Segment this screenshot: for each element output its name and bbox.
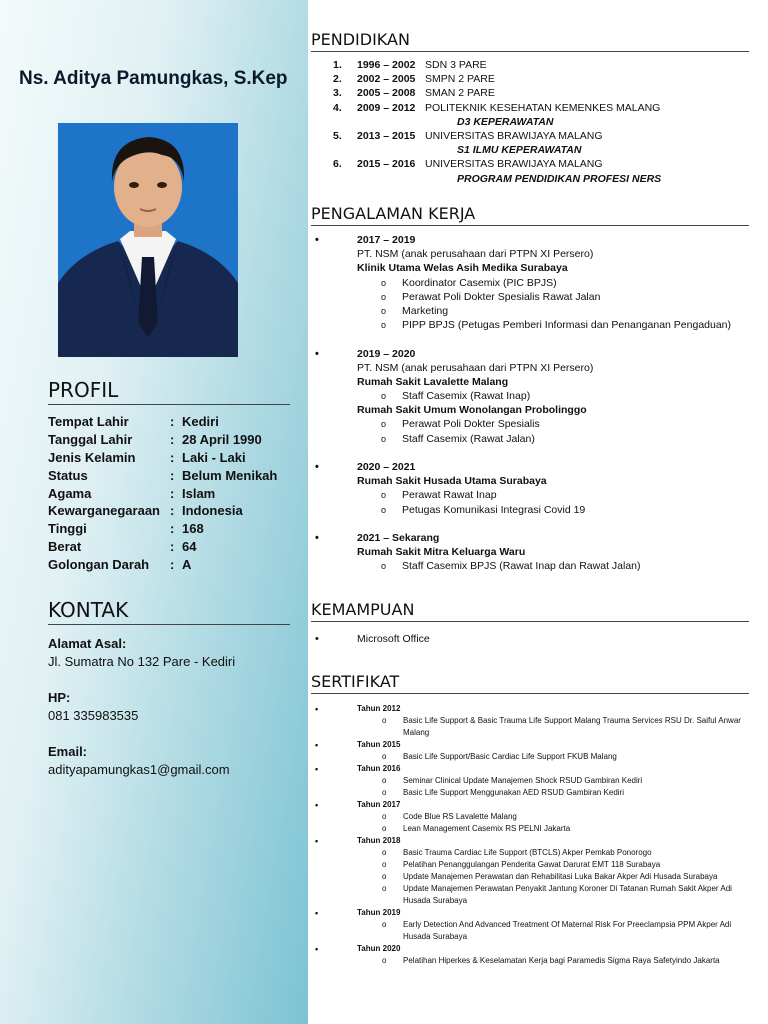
- profil-value: Belum Menikah: [182, 467, 278, 483]
- cert-item: o Basic Life Support/Basic Cardiac Life Support FKUB Malang: [337, 751, 757, 763]
- item-degree: S1 ILMU KEPERAWATAN: [457, 144, 582, 157]
- period: • 2021 – Sekarang: [337, 531, 757, 545]
- profil-row: [48, 502, 303, 520]
- colon: :: [170, 521, 175, 537]
- list-item: [333, 129, 753, 143]
- item-degree: D3 KEPERAWATAN: [457, 115, 554, 128]
- cert-item: o Lean Management Casemix RS PELNI Jakarta: [337, 823, 757, 835]
- email-label: Email:: [48, 744, 88, 759]
- profil-key: Tempat Lahir: [48, 414, 129, 430]
- cert-year: • Tahun 2018: [337, 835, 757, 847]
- cert-item: o Basic Life Support Menggunakan AED RSUD Gambiran Kediri: [337, 787, 757, 799]
- workplace: Rumah Sakit Lavalette Malang: [357, 375, 509, 388]
- profil-value: 28 April 1990: [182, 432, 262, 448]
- sidebar: [0, 0, 308, 1024]
- pengalaman-list: [337, 233, 757, 574]
- item-number: 4.: [333, 101, 342, 114]
- period: • 2020 – 2021: [337, 460, 757, 474]
- item-school: SMAN 2 PARE: [425, 87, 495, 100]
- period: • 2019 – 2020: [337, 347, 757, 361]
- hp-label: HP:: [48, 690, 71, 705]
- profil-value: A: [182, 556, 192, 572]
- item-number: 1.: [333, 59, 342, 72]
- kemampuan-list: [337, 632, 757, 646]
- sertifikat-heading: SERTIFIKAT: [311, 672, 749, 694]
- cert-item: o Seminar Clinical Update Manajemen Shock RSUD Gambiran Kediri: [337, 775, 757, 787]
- profil-row: [48, 431, 303, 449]
- pengalaman-heading: PENGALAMAN KERJA: [311, 204, 749, 226]
- profil-list: [48, 413, 303, 573]
- kontak-block: [48, 635, 303, 779]
- company: PT. NSM (anak perusahaan dari PTPN XI Persero): [357, 248, 594, 261]
- role: o Staff Casemix BPJS (Rawat Inap dan Rawat Jalan): [337, 559, 757, 573]
- colon: :: [170, 414, 175, 430]
- profile-photo: [58, 123, 238, 357]
- colon: :: [170, 432, 175, 448]
- role: o Perawat Rawat Inap: [337, 488, 757, 502]
- colon: :: [170, 449, 175, 465]
- skill-item: • Microsoft Office: [337, 632, 757, 646]
- list-item: [333, 101, 753, 115]
- item-number: 6.: [333, 158, 342, 171]
- person-name: Ns. Aditya Pamungkas, S.Kep: [19, 68, 288, 89]
- email-value: adityapamungkas1@gmail.com: [48, 762, 230, 777]
- profil-key: Agama: [48, 485, 92, 501]
- list-item: [333, 157, 753, 171]
- profil-value: 64: [182, 538, 197, 554]
- item-number: 3.: [333, 87, 342, 100]
- list-item: [333, 86, 753, 100]
- profil-value: Laki - Laki: [182, 449, 246, 465]
- workplace: Klinik Utama Welas Asih Medika Surabaya: [357, 262, 568, 275]
- list-item: [333, 58, 753, 72]
- profil-row: [48, 413, 303, 431]
- profil-row: [48, 520, 303, 538]
- item-school: UNIVERSITAS BRAWIJAYA MALANG: [425, 130, 603, 143]
- role: o Perawat Poli Dokter Spesialis Rawat Jalan: [337, 290, 757, 304]
- item-degree: PROGRAM PENDIDIKAN PROFESI NERS: [457, 172, 662, 185]
- kemampuan-heading: KEMAMPUAN: [311, 600, 749, 622]
- item-school: UNIVERSITAS BRAWIJAYA MALANG: [425, 158, 603, 171]
- cert-item: o Update Manajemen Perawatan dan Rehabilitasi Luka Bakar Akper Adi Husada Surabaya: [337, 871, 757, 883]
- item-year: 2013 – 2015: [357, 130, 416, 143]
- profil-key: Jenis Kelamin: [48, 449, 136, 465]
- workplace: Rumah Sakit Husada Utama Surabaya: [357, 475, 547, 488]
- item-school: SMPN 2 PARE: [425, 73, 495, 86]
- list-item: [333, 72, 753, 86]
- profil-key: Golongan Darah: [48, 556, 150, 572]
- role: o Petugas Komunikasi Integrasi Covid 19: [337, 503, 757, 517]
- profil-key: Kewarganegaraan: [48, 503, 160, 519]
- pendidikan-list: [333, 58, 753, 186]
- profil-row: [48, 449, 303, 467]
- profil-key: Status: [48, 467, 88, 483]
- workplace: Rumah Sakit Mitra Keluarga Waru: [357, 546, 526, 559]
- workplace: Rumah Sakit Umum Wonolangan Probolinggo: [357, 404, 587, 417]
- role: o Perawat Poli Dokter Spesialis: [337, 417, 757, 431]
- cert-item: o Pelatihan Penanggulangan Penderita Gawat Darurat EMT 118 Surabaya: [337, 859, 757, 871]
- role: o Marketing: [337, 304, 757, 318]
- profil-row: [48, 484, 303, 502]
- profil-row: [48, 555, 303, 573]
- item-school: SDN 3 PARE: [425, 59, 487, 72]
- alamat-value: Jl. Sumatra No 132 Pare - Kediri: [48, 654, 236, 669]
- profil-row: [48, 538, 303, 556]
- cert-item: o Pelatihan Hiperkes & Keselamatan Kerja bagi Paramedis Sigma Raya Safetyindo Jakarta: [337, 955, 757, 967]
- item-year: 2002 – 2005: [357, 73, 416, 86]
- profil-row: [48, 466, 303, 484]
- colon: :: [170, 556, 175, 572]
- colon: :: [170, 538, 175, 554]
- profil-heading: PROFIL: [48, 378, 290, 405]
- colon: :: [170, 467, 175, 483]
- pendidikan-heading: PENDIDIKAN: [311, 30, 749, 52]
- role: o PIPP BPJS (Petugas Pemberi Informasi dan Penanganan Pengaduan): [337, 318, 757, 332]
- cert-year: • Tahun 2019: [337, 907, 757, 919]
- alamat-label: Alamat Asal:: [48, 636, 127, 651]
- profil-key: Berat: [48, 538, 82, 554]
- kontak-heading: KONTAK: [48, 598, 290, 625]
- colon: :: [170, 485, 175, 501]
- profil-value: 168: [182, 521, 204, 537]
- item-year: 2015 – 2016: [357, 158, 416, 171]
- item-year: 1996 – 2002: [357, 59, 416, 72]
- cert-year: • Tahun 2020: [337, 943, 757, 955]
- company: PT. NSM (anak perusahaan dari PTPN XI Persero): [357, 361, 594, 374]
- cert-year: • Tahun 2012: [337, 703, 757, 715]
- cert-item: o Update Manajemen Perawatan Penyakit Jantung Koroner Di Tatanan Rumah Sakit Akper Adi Husada Surabaya: [337, 883, 757, 907]
- profil-value: Indonesia: [182, 503, 243, 519]
- portrait-illustration: [58, 123, 238, 357]
- profil-value: Islam: [182, 485, 216, 501]
- cert-item: o Basic Life Support & Basic Trauma Life Support Malang Trauma Services RSU Dr. Saiful Anwar Malang: [337, 715, 757, 739]
- item-year: 2009 – 2012: [357, 101, 416, 114]
- cert-item: o Early Detection And Advanced Treatment Of Maternal Risk For Preeclampsia PPM Akper Adi Husada Surabaya: [337, 919, 757, 943]
- colon: :: [170, 503, 175, 519]
- hp-value: 081 335983535: [48, 708, 139, 723]
- profil-value: Kediri: [182, 414, 219, 430]
- period: • 2017 – 2019: [337, 233, 757, 247]
- item-school: POLITEKNIK KESEHATAN KEMENKES MALANG: [425, 101, 661, 114]
- cert-item: o Basic Trauma Cardiac Life Support (BTCLS) Akper Pemkab Ponorogo: [337, 847, 757, 859]
- role: o Koordinator Casemix (PIC BPJS): [337, 276, 757, 290]
- role: o Staff Casemix (Rawat Inap): [337, 389, 757, 403]
- cert-item: o Code Blue RS Lavalette Malang: [337, 811, 757, 823]
- cert-year: • Tahun 2016: [337, 763, 757, 775]
- cert-year: • Tahun 2015: [337, 739, 757, 751]
- cert-year: • Tahun 2017: [337, 799, 757, 811]
- item-number: 5.: [333, 130, 342, 143]
- item-year: 2005 – 2008: [357, 87, 416, 100]
- item-number: 2.: [333, 73, 342, 86]
- profil-key: Tanggal Lahir: [48, 432, 133, 448]
- profil-key: Tinggi: [48, 521, 87, 537]
- sertifikat-list: [337, 703, 757, 967]
- role: o Staff Casemix (Rawat Jalan): [337, 432, 757, 446]
